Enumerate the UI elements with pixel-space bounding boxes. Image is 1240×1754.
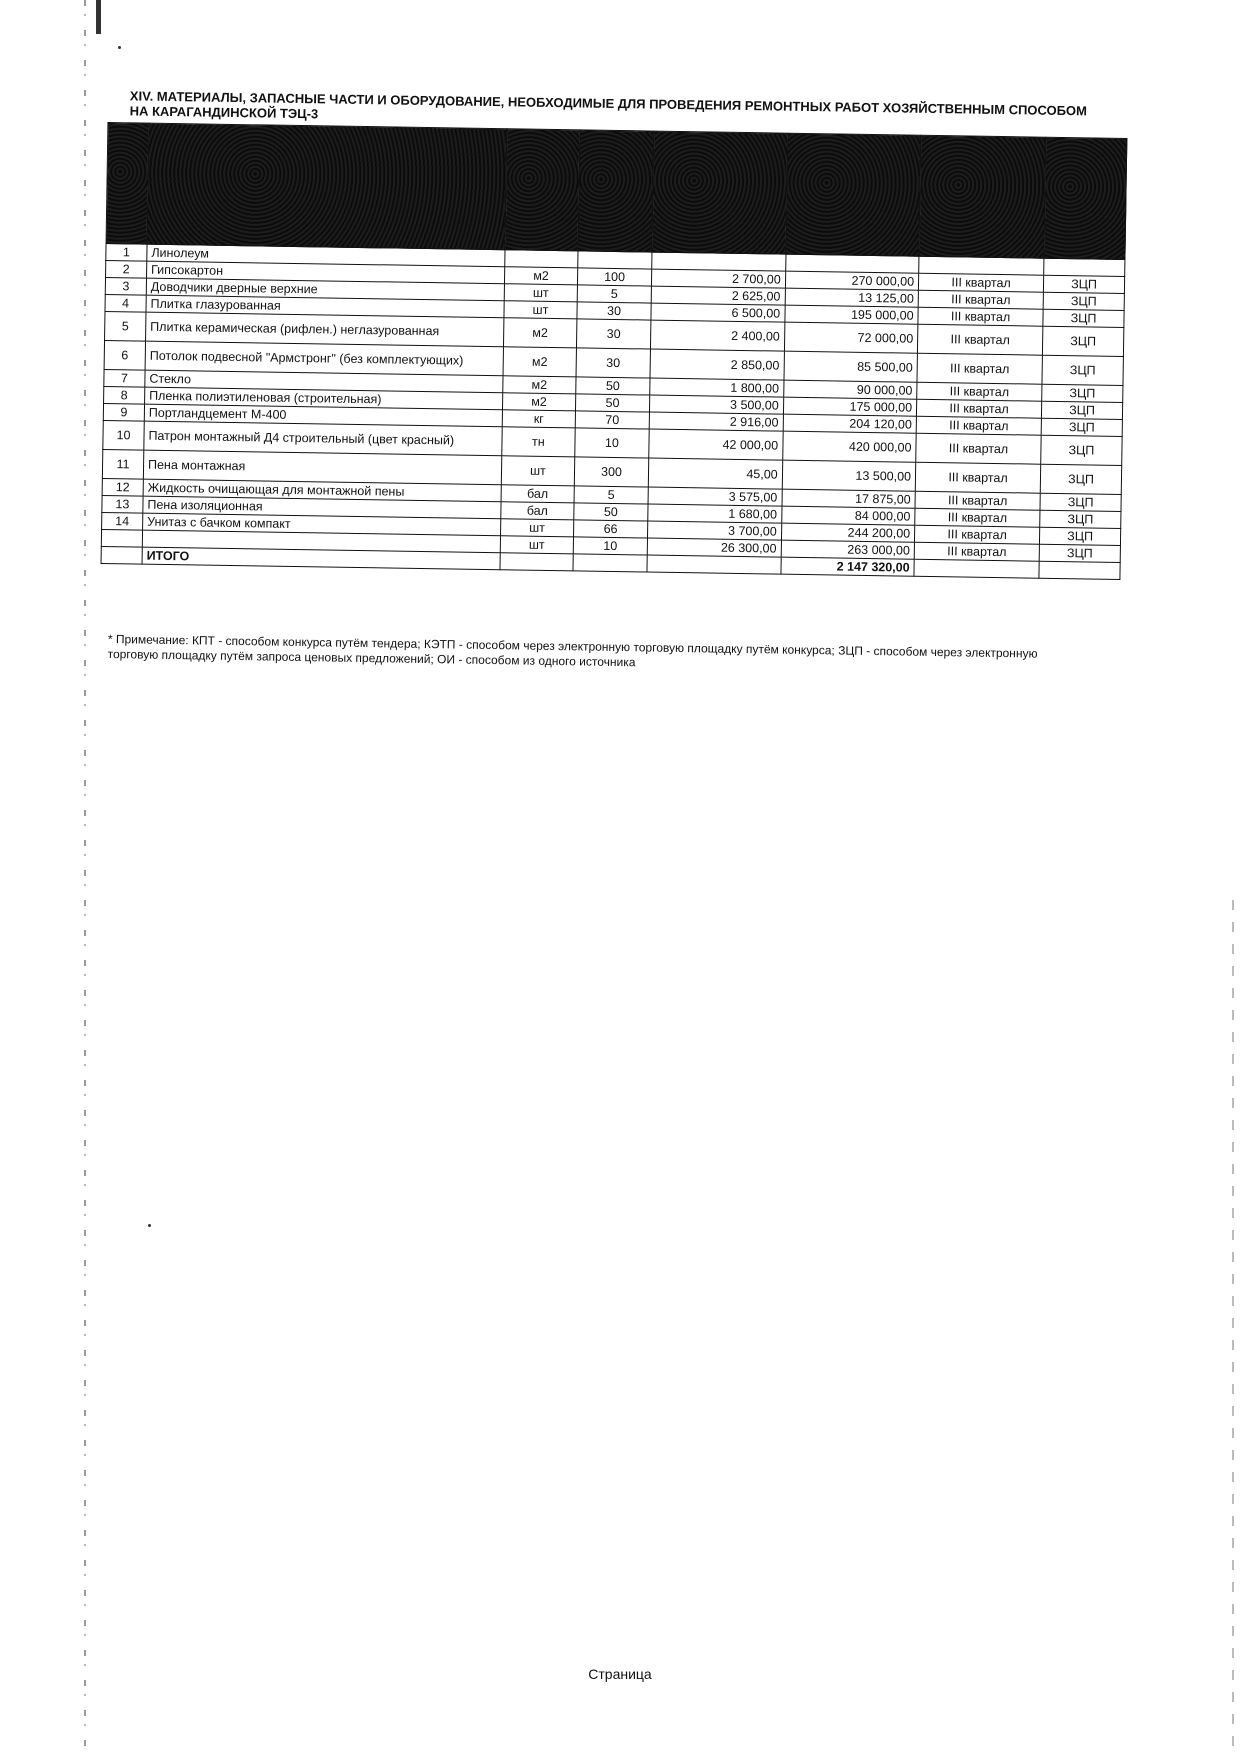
row-qty: 50 <box>575 394 650 412</box>
row-qty: 5 <box>577 285 652 303</box>
row-qty: 30 <box>576 319 651 349</box>
row-qty: 5 <box>574 486 649 504</box>
document-sheet <box>101 88 1138 580</box>
row-num: 3 <box>105 277 146 295</box>
row-sum: 13 500,00 <box>782 460 916 491</box>
row-price: 2 400,00 <box>651 320 785 351</box>
header-cell-name <box>147 123 507 250</box>
total-empty <box>101 546 142 564</box>
row-num: 12 <box>102 478 143 496</box>
row-sum: 175 000,00 <box>783 397 917 416</box>
row-price: 26 300,00 <box>647 538 781 557</box>
row-unit: кг <box>502 410 575 428</box>
row-price: 2 625,00 <box>651 286 785 305</box>
row-period: III квартал <box>917 382 1042 401</box>
row-price: 6 500,00 <box>651 303 785 322</box>
row-method: ЗЦП <box>1042 326 1123 356</box>
total-empty <box>500 553 573 571</box>
row-sum: 244 200,00 <box>781 523 915 542</box>
row-unit: м2 <box>503 376 576 394</box>
row-method: ЗЦП <box>1041 401 1122 419</box>
row-period: III квартал <box>918 307 1043 326</box>
row-period: III квартал <box>915 525 1040 544</box>
row-sum: 17 875,00 <box>782 489 916 508</box>
row-num: 14 <box>102 512 143 530</box>
row-name: Портландцемент М-400 <box>144 404 502 427</box>
row-method: ЗЦП <box>1040 493 1121 511</box>
row-period: III квартал <box>914 542 1039 561</box>
row-method: ЗЦП <box>1039 544 1120 562</box>
row-price: 1 800,00 <box>650 378 784 397</box>
row-num: 8 <box>104 386 145 404</box>
row-num: 4 <box>105 294 146 312</box>
scan-speck <box>148 1224 151 1227</box>
header-cell-period <box>919 135 1046 258</box>
row-period: III квартал <box>915 462 1040 493</box>
row-sum: 263 000,00 <box>781 540 915 559</box>
scan-speck <box>118 46 121 49</box>
row-period <box>919 256 1044 275</box>
row-qty: 50 <box>575 377 650 395</box>
footnote: * Примечание: КПТ - способом конкурса путём тендера; КЭТП - способом через электронную торговую площадку путём конкурса; ЗЦП - способом через электронную торговую площадку путём запроса ценовых предложений; ОИ - способом из одного источника <box>107 632 1038 670</box>
row-method: ЗЦП <box>1041 418 1122 436</box>
total-empty <box>1039 561 1120 579</box>
row-qty: 10 <box>574 428 649 458</box>
materials-table <box>101 122 1128 580</box>
row-price: 2 916,00 <box>649 412 783 431</box>
scan-edge-right <box>1232 900 1234 1750</box>
row-unit: шт <box>501 519 574 537</box>
row-unit: шт <box>504 284 577 302</box>
row-qty: 50 <box>573 503 648 521</box>
row-sum: 204 120,00 <box>783 414 917 433</box>
header-cell-method <box>1044 137 1127 259</box>
row-unit: шт <box>500 536 573 554</box>
row-method: ЗЦП <box>1043 292 1124 310</box>
row-num: 10 <box>103 420 144 450</box>
page-footer: Страница <box>588 1666 652 1682</box>
header-cell-price <box>652 131 787 254</box>
row-name: Пена изоляционная <box>143 496 501 519</box>
row-qty: 70 <box>575 411 650 429</box>
row-qty: 10 <box>573 537 648 555</box>
row-qty <box>577 251 652 269</box>
row-period: III квартал <box>916 416 1041 435</box>
row-price: 2 850,00 <box>650 349 784 380</box>
row-sum: 85 500,00 <box>784 351 918 382</box>
row-method: ЗЦП <box>1040 464 1121 494</box>
scan-corner-mark <box>96 0 101 34</box>
row-method <box>1044 258 1125 276</box>
row-name: Пленка полиэтиленовая (строительная) <box>145 387 503 410</box>
row-period: III квартал <box>918 273 1043 292</box>
row-qty: 30 <box>577 302 652 320</box>
row-qty: 300 <box>574 457 649 487</box>
row-price <box>652 252 786 271</box>
row-name: Плитка глазурованная <box>146 295 504 318</box>
row-unit: м2 <box>503 347 576 377</box>
row-num: 11 <box>102 449 143 479</box>
row-method: ЗЦП <box>1043 309 1124 327</box>
row-method: ЗЦП <box>1041 435 1122 465</box>
total-empty <box>573 554 648 572</box>
row-price: 1 680,00 <box>648 504 782 523</box>
header-cell-sum <box>786 133 921 256</box>
header-cell-unit <box>505 129 579 251</box>
row-name: Унитаз с бачком компакт <box>143 513 501 536</box>
row-name: Жидкость очищающая для монтажной пены <box>143 479 501 502</box>
row-name: Линолеум <box>147 244 505 267</box>
row-unit: шт <box>502 456 575 486</box>
row-num: 2 <box>106 260 147 278</box>
row-num <box>101 529 142 547</box>
row-qty: 30 <box>576 348 651 378</box>
total-label: ИТОГО <box>142 547 500 570</box>
row-period: III квартал <box>916 433 1041 464</box>
row-unit: бал <box>501 485 574 503</box>
row-period: III квартал <box>915 491 1040 510</box>
row-name: Гипсокартон <box>146 261 504 284</box>
row-sum: 195 000,00 <box>785 305 919 324</box>
row-price: 3 500,00 <box>650 395 784 414</box>
row-method: ЗЦП <box>1040 510 1121 528</box>
row-method: ЗЦП <box>1043 275 1124 293</box>
row-period: III квартал <box>915 508 1040 527</box>
row-unit: м2 <box>503 393 576 411</box>
row-qty: 100 <box>577 268 652 286</box>
row-sum: 84 000,00 <box>781 506 915 525</box>
document-heading: XIV. МАТЕРИАЛЫ, ЗАПАСНЫЕ ЧАСТИ И ОБОРУДОВАНИЕ, НЕОБХОДИМЫЕ ДЛЯ ПРОВЕДЕНИЯ РЕМОНТНЫХ РАБОТ ХОЗЯЙСТВЕННЫМ СПОСОБОМ НА КАРАГАНДИНСКОЙ ТЭЦ-3 <box>129 88 1088 122</box>
row-name: Потолок подвесной "Армстронг" (без комплектующих) <box>145 341 504 376</box>
row-unit: м2 <box>505 267 578 285</box>
row-method: ЗЦП <box>1040 527 1121 545</box>
header-cell-qty <box>578 130 654 252</box>
row-period: III квартал <box>918 290 1043 309</box>
row-sum: 72 000,00 <box>784 322 918 353</box>
row-unit: м2 <box>504 318 577 348</box>
row-price: 45,00 <box>649 458 783 489</box>
row-sum: 420 000,00 <box>782 431 916 462</box>
row-sum: 13 125,00 <box>785 288 919 307</box>
row-method: ЗЦП <box>1042 384 1123 402</box>
row-unit: шт <box>504 301 577 319</box>
row-num: 6 <box>104 340 145 370</box>
header-cell-num <box>106 123 149 245</box>
row-price: 2 700,00 <box>652 269 786 288</box>
row-unit <box>505 250 578 268</box>
row-period: III квартал <box>917 353 1042 384</box>
row-price: 3 575,00 <box>648 487 782 506</box>
row-num: 5 <box>105 311 146 341</box>
row-num: 13 <box>102 495 143 513</box>
row-qty: 66 <box>573 520 648 538</box>
row-sum <box>785 254 919 273</box>
total-empty <box>914 559 1039 578</box>
row-price: 42 000,00 <box>649 429 783 460</box>
row-name: Патрон монтажный Д4 строительный (цвет красный) <box>144 421 503 456</box>
row-name: Пена монтажная <box>143 450 502 485</box>
scan-edge-left <box>84 0 86 1754</box>
row-period: III квартал <box>917 324 1042 355</box>
row-num: 9 <box>103 403 144 421</box>
row-name: Стекло <box>145 370 503 393</box>
table-header-row <box>106 123 1127 260</box>
row-method: ЗЦП <box>1042 355 1123 385</box>
total-sum: 2 147 320,00 <box>781 557 915 576</box>
row-name: Плитка керамическая (рифлен.) неглазурованная <box>145 312 504 347</box>
row-unit: бал <box>501 502 574 520</box>
row-price: 3 700,00 <box>648 521 782 540</box>
row-num: 7 <box>104 369 145 387</box>
row-sum: 90 000,00 <box>783 380 917 399</box>
row-period: III квартал <box>917 399 1042 418</box>
row-unit: тн <box>502 427 575 457</box>
row-num: 1 <box>106 243 147 261</box>
total-empty <box>647 555 781 574</box>
row-name: Доводчики дверные верхние <box>146 278 504 301</box>
row-sum: 270 000,00 <box>785 271 919 290</box>
